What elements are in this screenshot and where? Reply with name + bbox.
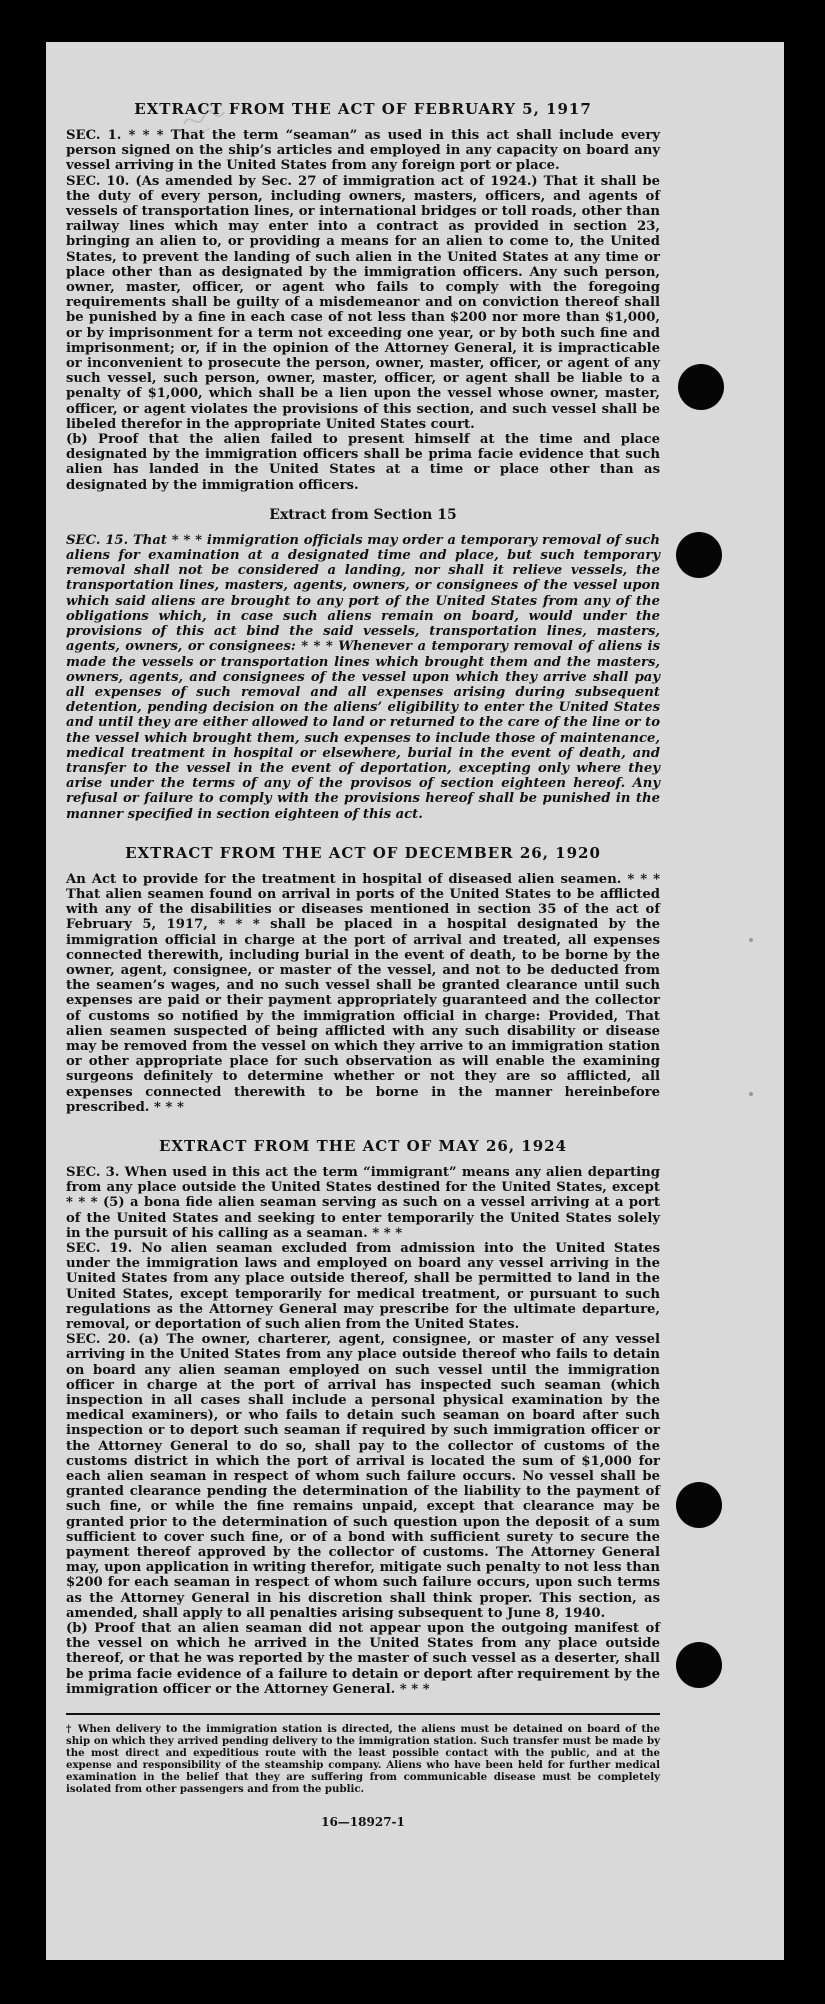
- punch-hole: [678, 364, 724, 410]
- paragraph-sec10b: (b) Proof that the alien failed to present himself at the time and place designated by the immigration officers shall be prima facie evidence that such alien has landed in the United States at a time or place other than as designated by the immigration officers.: [66, 432, 660, 493]
- paragraph-sec20b: (b) Proof that an alien seaman did not appear upon the outgoing manifest of the vessel on which he arrived in the United States from any place outside thereof, or that he was reported by the master of such vessel as a deserter, shall be prima facie evidence of a failure to detain or deport after requirement by the immigration officer or the Attorney General. * * *: [66, 1621, 660, 1697]
- heading-act-1924: EXTRACT FROM THE ACT OF MAY 26, 1924: [158, 1136, 568, 1155]
- paragraph-sec3: SEC. 3. When used in this act the term “immigrant” means any alien departing from any place outside the United States destined for the United States, except * * * (5) a bona fide alien seaman serving as such on a vessel arriving at a port of the United States and seeking to enter temporarily the United States solely in the pursuit of his calling as a seaman. * * *: [66, 1164, 660, 1241]
- punch-hole: [676, 1642, 722, 1688]
- punch-hole: [676, 1482, 722, 1528]
- footnote: † When delivery to the immigration station is directed, the aliens must be detained on board of the ship on which they arrived pending delivery to the immigration station. Such transfer must be made by the most direct and expeditious route with the least possible contact with the public, and at the expense and responsibility of the steamship company. Aliens who have been held for further medical examination in the belief that they are suffering from communicable disease must be completely isolated from other passengers and from the public.: [66, 1723, 660, 1796]
- speck: [749, 938, 753, 942]
- paragraph-sec20a: SEC. 20. (a) The owner, charterer, agent, consignee, or master of any vessel arriving in the United States from any place outside thereof who fails to detain on board any alien seaman employed on such vessel until the immigration officer in charge at the port of arrival has inspected such seaman (which inspection in all cases shall include a personal physical examination by the medical examiners), or who fails to detain such seaman on board after such inspection or to deport such seaman if required by such immigration officer or the Attorney General to do so, shall pay to the collector of customs of the customs district in which the port of arrival is located the sum of $1,000 for each alien seaman in respect of whom such failure occurs. No vessel shall be granted clearance pending the determination of the liability to the payment of such fine, or while the fine remains unpaid, except that clearance may be granted prior to the determination of such question upon the deposit of a sum sufficient to cover such fine, or of a bond with sufficient surety to secure the payment thereof approved by the collector of customs. The Attorney General may, upon application in writing therefor, mitigate such penalty to not less than $200 for each seaman in respect of whom such failure occurs, upon such terms as the Attorney General in his discretion shall think proper. This section, as amended, shall apply to all penalties arising subsequent to June 8, 1940.: [66, 1332, 660, 1621]
- heading-act-1920: EXTRACT FROM THE ACT OF DECEMBER 26, 1920: [125, 843, 601, 862]
- document-text: [66, 100, 660, 1829]
- heading-section-15: Extract from Section 15: [269, 506, 457, 523]
- paragraph-act-1920: An Act to provide for the treatment in hospital of diseased alien seamen. * * * That alien seamen found on arrival in ports of the United States to be afflicted with any of the disabilities or diseases mentioned in section 35 of the act of February 5, 1917, * * * shall be placed in a hospital designated by the immigration official in charge at the port of arrival and treated, all expenses connected therewith, including burial in the event of death, to be borne by the owner, agent, consignee, or master of the vessel, and not to be deducted from the seamen’s wages, and no such vessel shall be granted clearance until such expenses are paid or their payment appropriately guaranteed and the collector of customs so notified by the immigration official in charge: Provided, That alien seamen suspected of being afflicted with any such disability or disease may be removed from the vessel on which they arrive to an immigration station or other appropriate place for such observation as will enable the examining surgeons definitely to determine whether or not they are so afflicted, all expenses connected therewith to be borne in the manner hereinbefore prescribed. * * *: [66, 871, 660, 1115]
- paragraph-sec19: SEC. 19. No alien seaman excluded from admission into the United States under the immigration laws and employed on board any vessel arriving in the United States from any place outside thereof, shall be permitted to land in the United States, except temporarily for medical treatment, or pursuant to such regulations as the Attorney General may prescribe for the ultimate departure, removal, or deportation of such alien from the United States.: [66, 1241, 660, 1333]
- heading-act-1917: EXTRACT FROM THE ACT OF FEBRUARY 5, 1917: [134, 100, 592, 118]
- speck: [749, 1092, 753, 1096]
- paragraph-sec10: SEC. 10. (As amended by Sec. 27 of immigration act of 1924.) That it shall be the duty of every person, including owners, masters, officers, and agents of vessels of transportation lines, or international bridges or toll roads, other than railway lines which may enter into a contract as provided in section 23, bringing an alien to, or providing a means for an alien to come to, the United States, to prevent the landing of such alien in the United States at any time or place other than as designated by the immigration officers. Any such person, owner, master, officer, or agent who fails to comply with the foregoing requirements shall be guilty of a misdemeanor and on conviction thereof shall be punished by a fine in each case of not less than $200 nor more than $1,000, or by imprisonment for a term not exceeding one year, or by both such fine and imprisonment; or, if in the opinion of the Attorney General, it is impracticable or inconvenient to prosecute the person, owner, master, officer, or agent of any such vessel, such person, owner, master, officer, or agent shall be liable to a penalty of $1,000, which shall be a lien upon the vessel whose owner, master, officer, or agent violates the provisions of this section, and such vessel shall be libeled therefor in the appropriate United States court.: [66, 173, 660, 432]
- paragraph-sec1: SEC. 1. * * * That the term “seaman” as used in this act shall include every person signed on the ship’s articles and employed in any capacity on board any vessel arriving in the United States from any foreign port or place.: [66, 128, 660, 174]
- punch-hole: [676, 532, 722, 578]
- form-code: 16—18927-1: [321, 1815, 405, 1830]
- footnote-divider: [66, 1713, 660, 1715]
- paragraph-sec15: SEC. 15. That * * * immigration officials may order a temporary removal of such aliens for examination at a designated time and place, but such temporary removal shall not be considered a landing, nor shall it relieve vessels, the transportation lines, masters, agents, owners, or consignees of the vessel upon which said aliens are brought to any port of the United States from any of the obligations which, in case such aliens remain on board, would under the provisions of this act bind the said vessels, transportation lines, masters, agents, owners, or consignees: * * * Whenever a temporary removal of aliens is made the vessels or transportation lines which brought them and the masters, owners, agents, and consignees of the vessel upon which they arrive shall pay all expenses of such removal and all expenses arising during subsequent detention, pending decision on the aliens’ eligibility to enter the United States and until they are either allowed to land or returned to the care of the line or to the vessel which brought them, such expenses to include those of maintenance, medical treatment in hospital or elsewhere, burial in the event of death, and transfer to the vessel in the event of deportation, excepting only where they arise under the terms of any of the provisos of section eighteen hereof. Any refusal or failure to comply with the provisions hereof shall be punished in the manner specified in section eighteen of this act.: [66, 532, 660, 822]
